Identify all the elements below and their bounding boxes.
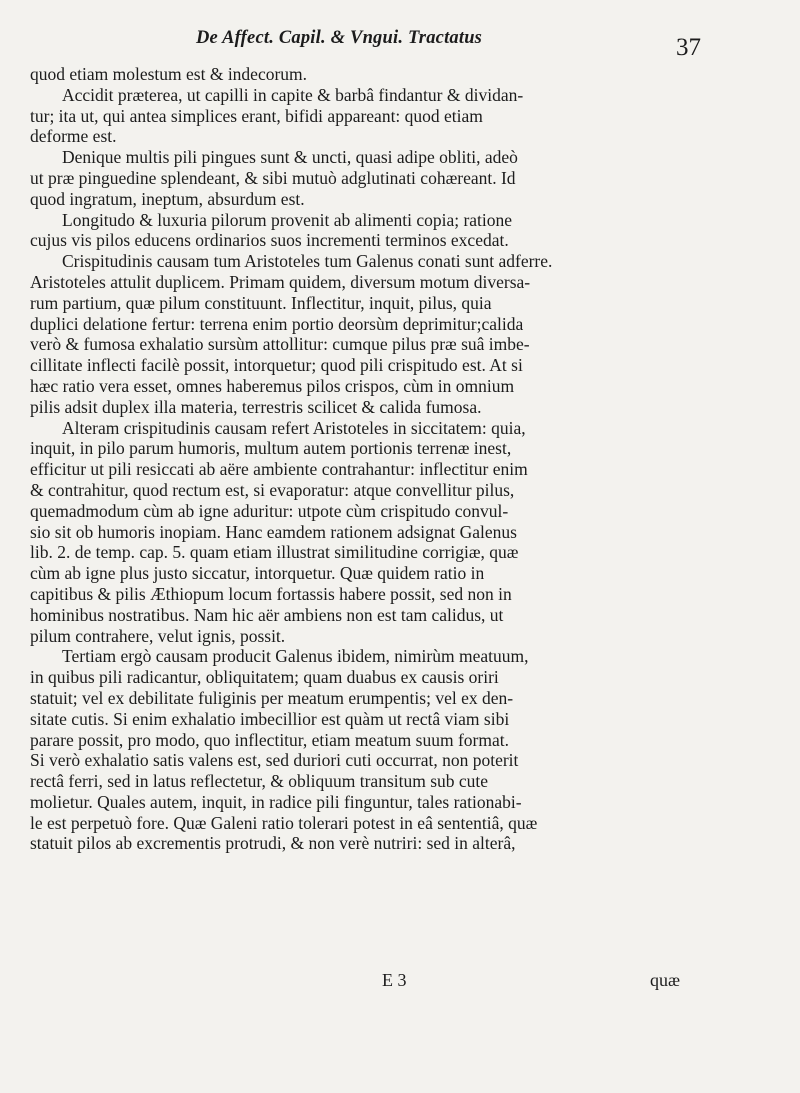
text-line: lib. 2. de temp. cap. 5. quam etiam illustrat similitudine corrigiæ, quæ [30, 542, 519, 563]
text-line: pilis adsit duplex illa materia, terrestris scilicet & calida fumosa. [30, 396, 482, 417]
page-number: 37 [676, 34, 701, 61]
text-line: quemadmodum cùm ab igne aduritur: utpote cùm crispitudo convul- [30, 500, 509, 521]
text-line: & contrahitur, quod rectum est, si evaporatur: atque convellitur pilus, [30, 479, 515, 500]
signature-mark: E 3 [382, 970, 407, 990]
page-footer [0, 970, 800, 1000]
text-line: cillitate inflecti facilè possit, intorquetur; quod pili crispitudo est. At si [30, 355, 523, 376]
text-line: Alteram crispitudinis causam refert Aristoteles in siccitatem: quia, [62, 417, 526, 438]
text-line: Longitudo & luxuria pilorum provenit ab alimenti copia; ratione [62, 209, 513, 230]
text-line: deforme est. [30, 126, 117, 147]
text-line: parare possit, pro modo, quo inflectitur, etiam meatum suum format. [30, 729, 509, 750]
text-line: cùm ab igne plus justo siccatur, intorquetur. Quæ quidem ratio in [30, 563, 485, 584]
text-line: statuit pilos ab excrementis protrudi, & non verè nutriri: sed in alterâ, [30, 833, 516, 854]
text-line: sitate cutis. Si enim exhalatio imbecillior est quàm ut rectâ viam sibi [30, 708, 510, 729]
text-line: hominibus nostratibus. Nam hic aër ambiens non est tam calidus, ut [30, 604, 504, 625]
text-line: sio sit ob humoris inopiam. Hanc eamdem rationem adsignat Galenus [30, 521, 517, 542]
text-line: Denique multis pili pingues sunt & uncti, quasi adipe obliti, adeò [62, 147, 518, 168]
page-header [0, 28, 800, 61]
body-text [30, 64, 706, 854]
text-line: efficitur ut pili resiccati ab aëre ambiente contrahantur: inflectitur enim [30, 459, 528, 480]
text-line: in quibus pili radicantur, obliquitatem; quam duabus ex causis oriri [30, 667, 499, 688]
text-line: pilum contrahere, velut ignis, possit. [30, 625, 286, 646]
text-line: Aristoteles attulit duplicem. Primam quidem, diversum motum diversa- [30, 271, 531, 292]
catchword: quæ [650, 970, 681, 990]
text-line: Accidit præterea, ut capilli in capite & barbâ findantur & dividan- [62, 84, 524, 105]
text-line: quod etiam molestum est & indecorum. [30, 64, 308, 84]
text-line: verò & fumosa exhalatio sursùm attollitur: cumque pilus præ suâ imbe- [30, 334, 530, 355]
running-title: De Affect. Capil. & Vngui. Tractatus [196, 28, 483, 48]
text-line: inquit, in pilo parum humoris, multum autem portionis terrenæ inest, [30, 438, 512, 459]
text-line: quod ingratum, ineptum, absurdum est. [30, 188, 305, 209]
text-line: cujus vis pilos educens ordinarios suos incrementi terminos excedat. [30, 230, 509, 251]
text-line: Crispitudinis causam tum Aristoteles tum Galenus conati sunt adferre. [62, 251, 553, 272]
text-line: statuit; vel ex debilitate fuliginis per meatum erumpentis; vel ex den- [30, 687, 514, 708]
text-line: rum partium, quæ pilum constituunt. Inflectitur, inquit, pilus, quia [30, 292, 492, 313]
text-line: le est perpetuò fore. Quæ Galeni ratio tolerari potest in eâ sententiâ, quæ [30, 812, 538, 833]
text-line: tur; ita ut, qui antea simplices erant, bifidi appareant: quod etiam [30, 105, 483, 126]
text-line: molietur. Quales autem, inquit, in radice pili finguntur, tales rationabi- [30, 791, 522, 812]
text-line: ut præ pinguedine splendeant, & sibi mutuò adglutinati cohæreant. Id [30, 167, 516, 188]
text-line: Si verò exhalatio satis valens est, sed duriori cuti occurrat, non poterit [30, 750, 519, 771]
text-line: rectâ ferri, sed in latus reflectetur, & obliquum transitum sub cute [30, 771, 489, 792]
text-line: Tertiam ergò causam producit Galenus ibidem, nimirùm meatuum, [62, 646, 529, 667]
text-line: hæc ratio vera esset, omnes haberemus pilos crispos, cùm in omnium [30, 375, 515, 396]
text-line: duplici delatione fertur: terrena enim portio deorsùm deprimitur;calida [30, 313, 524, 334]
text-line: capitibus & pilis Æthiopum locum fortassis habere possit, sed non in [30, 583, 512, 604]
